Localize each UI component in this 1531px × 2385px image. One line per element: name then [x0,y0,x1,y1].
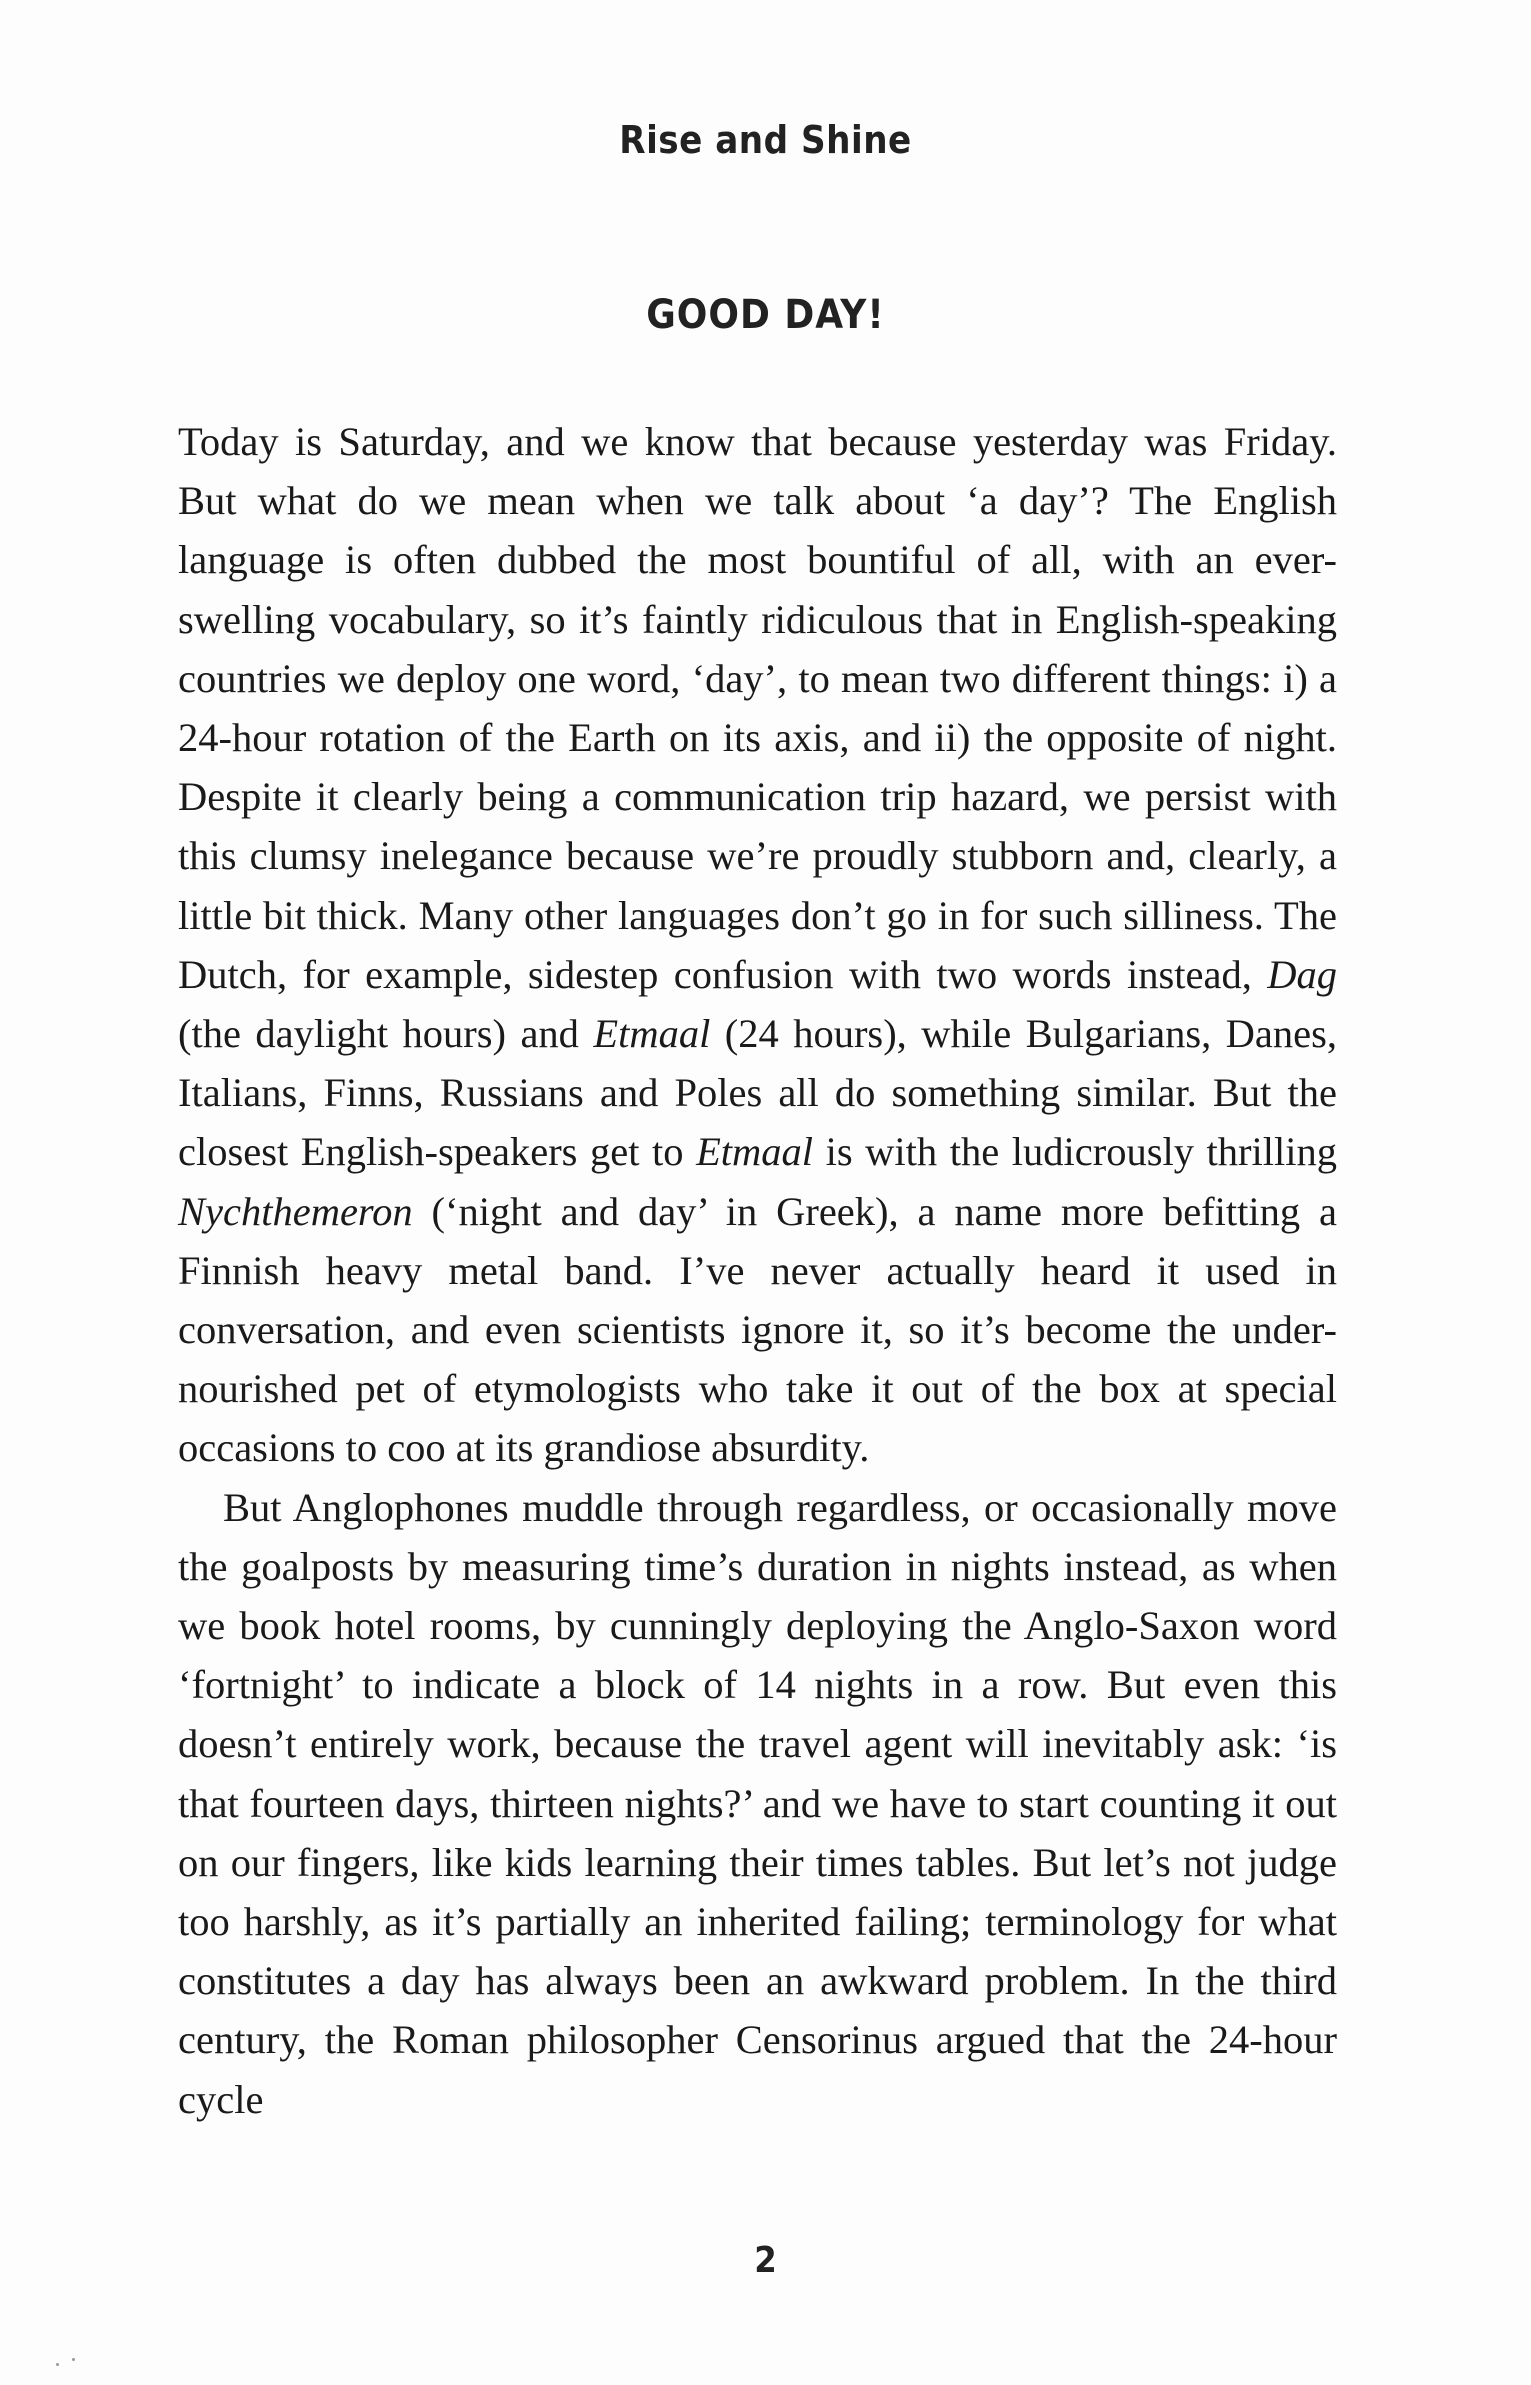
scan-speck [56,2363,59,2366]
chapter-title: GOOD DAY! [646,292,885,338]
text-run: (24 hours), while Bulgarians, Danes, Italians, Finns, Russians and Poles all do something similar. But the closest English-speakers get to [178,1011,1337,1175]
text-run: But Anglophones muddle through regardless, or occasionally move the goalposts by measuring time’s duration in nights instead, as when we book hotel rooms, by cunningly deploying the Anglo-Saxon word ‘fortnight’ to indicate a block of 14 nights in a row. But even this doesn’t entirely work, because the travel agent will inevitably ask: ‘is that fourteen days, thirteen nights?’ and we have to start counting it out on our fingers, like kids learning their times tables. But let’s not judge too harshly, as it’s partially an inherited failing; terminology for what constitutes a day has always been an awkward problem. In the third century, the Roman philosopher Censorinus argued that the 24-hour cycle [178,1484,1337,2122]
italic-term: Etmaal [696,1129,814,1175]
scan-speck [72,2358,75,2361]
running-head: Rise and Shine [619,118,912,162]
paragraph-2 [178,1478,1337,2129]
text-run: Today is Saturday, and we know that because yesterday was Friday. But what do we mean when we talk about ‘a day’? The English language is often dubbed the most bountiful of all, with an ever-swelling vocabulary, so it’s faintly ridiculous that in English-speaking countries we deploy one word, ‘day’, to mean two different things: i) a 24-hour rotation of the Earth on its axis, and ii) the opposite of night. Despite it clearly being a communication trip hazard, we persist with this clumsy inelegance because we’re proudly stubborn and, clearly, a little bit thick. Many other languages don’t go in for such silliness. The Dutch, for example, sidestep confusion with two words instead, [178,419,1337,997]
page-number: 2 [754,2240,777,2281]
italic-term: Nychthemeron [178,1188,413,1234]
body-text [178,412,1337,2129]
italic-term: Etmaal [593,1011,711,1057]
paragraph-1 [178,412,1337,1478]
text-run: (‘night and day’ in Greek), a name more befitting a Finnish heavy metal band. I’ve never actually heard it used in conversation, and even scientists ignore it, so it’s become the under-nourished pet of etymologists who take it out of the box at special occasions to coo at its grandiose absurdity. [178,1188,1337,1471]
text-run: is with the ludicrously thrilling [813,1129,1337,1175]
italic-term: Dag [1267,951,1337,997]
text-run: (the daylight hours) and [178,1011,594,1057]
